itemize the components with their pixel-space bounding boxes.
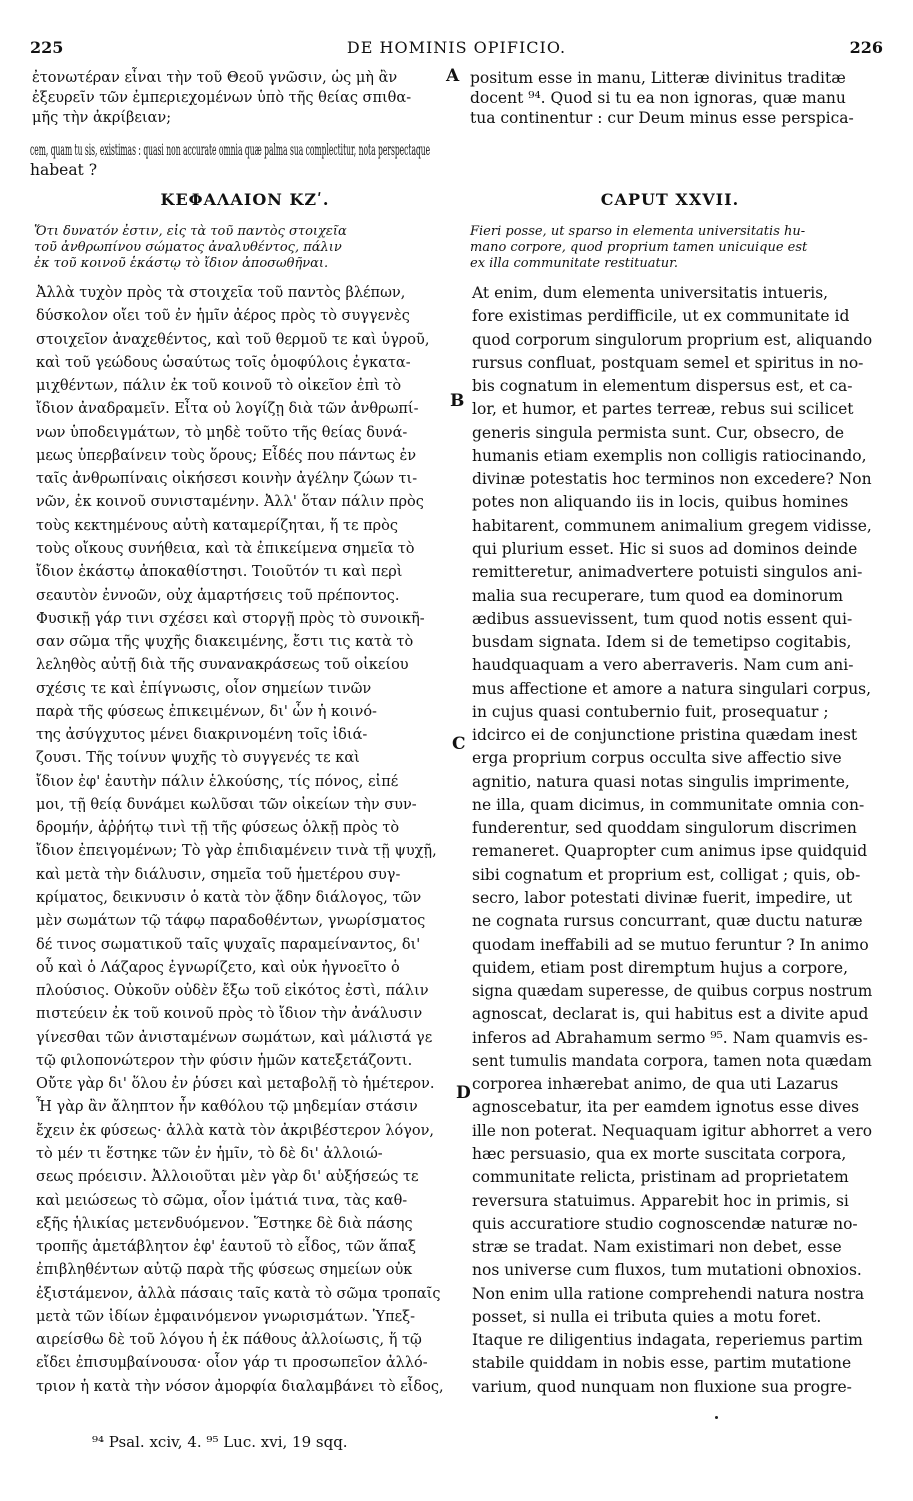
greek-text-line: κρίματος, δεικνυσιν ὁ κατὰ τὸν ᾅδην διάλογος, τῶν xyxy=(36,890,422,907)
latin-text-line: positum esse in manu, Litteræ divinitus traditæ xyxy=(470,69,846,87)
latin-text-line: inferos ad Abrahamum sermo ⁹⁵. Nam quamvis es- xyxy=(472,1028,868,1047)
latin-text-line: At enim, dum elementa universitatis intueris, xyxy=(472,284,829,302)
latin-text-line: bis cognatum in elementum dispersus est, et ca- xyxy=(472,377,853,396)
greek-text-line: σαν σῶμα τῆς ψυχῆς διακειμένης, ἔστι τις κατὰ τὸ xyxy=(36,634,414,651)
greek-text-line: μιχθέντων, πάλιν ἐκ τοῦ κοινοῦ τὸ οἰκεῖον ἐπὶ τὸ xyxy=(36,378,402,395)
latin-text-line: reversura statuimus. Apparebit hoc in primis, si xyxy=(472,1191,849,1210)
latin-text-line: ne cognata rursus concurrant, quæ ductu naturæ xyxy=(472,912,863,931)
greek-text-line: μετὰ τῶν ἰδίων ἐμφαινόμενον γνωρισμάτων. Ὑπεξ- xyxy=(36,1308,416,1325)
greek-text-line: τροπῆς ἀμετάβλητον ἐφ' ἑαυτοῦ τὸ εἶδος, τῶν ἅπαξ xyxy=(36,1239,417,1256)
greek-text-line: μὲν σωμάτων τῷ τάφῳ παραδοθέντων, γνωρίσματος xyxy=(36,913,426,930)
greek-text-line: σεαυτὸν ἐννοῶν, οὐχ ἁμαρτήσεις τοῦ πρέποντος. xyxy=(36,587,400,604)
margin-marker-c: C xyxy=(452,734,466,754)
greek-text-line: ἴδιον ἐφ' ἑαυτὴν πάλιν ἑλκούσης, τίς πόνος, εἰπέ xyxy=(36,773,399,790)
greek-text-line: Φυσικῇ γάρ τινι σχέσει καὶ στοργῇ πρὸς τὸ συνοικῆ- xyxy=(36,610,425,627)
greek-text-line: τοὺς κεκτημένους αὐτὴ καταμερίζηται, ἥ τε πρὸς xyxy=(36,517,399,534)
latin-text-line: signa quædam superesse, de quibus corpus nostrum xyxy=(472,982,873,1001)
greek-text-line: μῆς τὴν ἀκρίβειαν; xyxy=(32,110,172,126)
latin-text-line: in cujus quasi contubernio fuit, prosequatur ; xyxy=(472,702,829,721)
ink-speck xyxy=(715,1416,718,1419)
greek-text-line: ἐξευρεῖν τῶν ἐμπεριεχομένων ὑπὸ τῆς θείας σπιθα- xyxy=(32,90,412,106)
latin-chapter-heading: CAPUT XXVII. xyxy=(600,190,740,209)
latin-text-line: secro, labor potestati divinæ fuerit, impedire, ut xyxy=(472,889,853,908)
latin-text-line: varium, quod nunquam non fluxione sua progre- xyxy=(472,1377,852,1396)
latin-text-line: potes non aliquando iis in locis, quibus homines xyxy=(472,493,849,512)
greek-summary-line: ἐκ τοῦ κοινοῦ ἑκάστῳ τὸ ἴδιον ἀποσωθῆναι. xyxy=(34,256,329,271)
latin-text-line: idcirco ei de conjunctione pristina quædam inest xyxy=(472,726,858,745)
greek-text-line: νων ὑποδειγμάτων, τὸ μηδὲ τοῦτο τῆς θείας δυνά- xyxy=(36,424,408,441)
greek-text-line: εξῆς ἡλικίας μετενδυόμενον. Ἕστηκε δὲ διὰ πάσης xyxy=(36,1215,413,1232)
greek-text-line: στοιχεῖον ἀναχεθέντος, καὶ τοῦ θερμοῦ τε καὶ ὑγροῦ, xyxy=(36,331,430,348)
latin-text-line: nos universe cum fluxos, tum mutationi obnoxios. xyxy=(472,1261,862,1280)
greek-text-line: δέ τινος σωματικοῦ ταῖς ψυχαῖς παραμείναντος, δι' xyxy=(36,936,421,953)
margin-marker-b: B xyxy=(450,391,465,411)
greek-text-line: ἴδιον ἐπειγομένων; Τὸ γὰρ ἐπιδιαμένειν τινὰ τῇ ψυχῇ, xyxy=(36,843,437,860)
greek-text-line: μεως ὑπερβαίνειν τοὺς ὅρους; Εἶδές που πάντως ἐν xyxy=(36,447,417,464)
greek-text-line: παρὰ τῆς φύσεως ἐπικειμένων, δι' ὧν ἡ κοινό- xyxy=(36,703,377,720)
latin-text-line: ne illa, quam dicimus, in communitate omnia con- xyxy=(472,795,865,814)
greek-text-line: μοι, τῇ θείᾳ δυνάμει κωλῦσαι τῶν οἰκείων τὴν συν- xyxy=(36,796,417,813)
greek-text-line: καὶ μετὰ τὴν διάλυσιν, σημεῖα τοῦ ἡμετέρου συγ- xyxy=(36,866,401,883)
latin-text-line: generis singula permista sunt. Cur, obsecro, de xyxy=(472,423,845,442)
latin-text-line: corporea inhærebat animo, de qua uti Lazarus xyxy=(472,1075,839,1094)
latin-text-line: Non enim ulla ratione comprehendi natura nostra xyxy=(472,1284,865,1303)
greek-text-line: πλούσιος. Οὐκοῦν οὐδὲν ἔξω τοῦ εἰκότος ἐστὶ, πάλιν xyxy=(36,983,429,1000)
latin-text-line: lor, et humor, et partes terreæ, rebus sui scilicet xyxy=(472,400,854,419)
latin-text-line: quis accuratiore studio cognoscendæ naturæ no- xyxy=(472,1214,858,1233)
page-number-right: 226 xyxy=(849,38,883,57)
greek-text-line: εἴδει ἐπισυμβαίνουσα· οἷον γάρ τι προσωπεῖον ἀλλό- xyxy=(36,1355,428,1372)
latin-text-line: funderentur, sed quoddam singulorum discrimen xyxy=(472,819,857,838)
latin-text-line: busdam signata. Idem si de temetipso cogitabis, xyxy=(472,633,852,652)
latin-text-line: rursus confluat, postquam semel et spiritus in no- xyxy=(472,353,864,372)
greek-text-line: δύσκολον οἴει τοῦ ἐν ἡμῖν ἀέρος πρὸς τὸ συγγενὲς xyxy=(36,308,410,325)
latin-text-line: stabile quiddam in nobis esse, partim mutatione xyxy=(472,1354,852,1373)
margin-marker-a: A xyxy=(446,66,460,86)
greek-text-line: καὶ μειώσεως τὸ σῶμα, οἷον ἱμάτιά τινα, τὰς καθ- xyxy=(36,1192,408,1209)
latin-text-line: fore existimas perdifficile, ut ex communitate id xyxy=(472,307,850,326)
page-header xyxy=(30,38,883,60)
full-width-text-line: habeat ? xyxy=(30,161,98,179)
greek-text-line: καὶ τοῦ γεώδους ὡσαύτως τοῖς ὁμοφύλοις ἐγκατα- xyxy=(36,354,411,371)
latin-text-line: habitarent, communem animalium gregem vidisse, xyxy=(472,516,872,535)
greek-text-line: δρομήν, ἀῤῥήτῳ τινὶ τῇ τῆς φύσεως ὁλκῇ πρὸς τὸ xyxy=(36,820,400,837)
latin-text-line: remaneret. Quapropter cum animus ipse quidquid xyxy=(472,842,868,861)
latin-text-line: quod corporum singulorum proprium est, aliquando xyxy=(472,330,873,349)
greek-text-line: ἴδιον ἑκάστῳ ἀποκαθίστησι. Τοιοῦτόν τι καὶ περὶ xyxy=(36,564,403,581)
greek-text-line: Ἦ γὰρ ἂν ἄληπτον ἦν καθόλου τῷ μηδεμίαν στάσιν xyxy=(36,1099,418,1116)
footnotes: ⁹⁴ Psal. xciv, 4. ⁹⁵ Luc. xvi, 19 sqq. xyxy=(92,1433,348,1451)
latin-text-line: quidem, etiam post diremptum hujus a corpore, xyxy=(472,958,849,977)
greek-text-line: ἴδιον ἀναδραμεῖν. Εἶτα οὐ λογίζῃ διὰ τῶν ἀνθρωπί- xyxy=(36,401,419,418)
greek-text-line: ἔχειν ἐκ φύσεως· ἀλλὰ κατὰ τὸν ἀκριβέστερον λόγον, xyxy=(36,1122,435,1139)
greek-text-line: σεως πρόεισιν. Ἀλλοιοῦται μὲν γὰρ δι' αὐξήσεώς τε xyxy=(36,1169,419,1186)
latin-text-line: qui plurium esset. Hic si suos ad dominos deinde xyxy=(472,539,858,558)
latin-text-line: sibi cognatum et proprium est, colligat ; quis, ob- xyxy=(472,865,861,884)
latin-text-line: ille non poterat. Nequaquam igitur abhorret a vero xyxy=(472,1121,873,1140)
latin-text-line: ædibus assuevissent, tum quod notis essent qui- xyxy=(472,609,853,628)
latin-text-line: humanis etiam exemplis non colligis ratiocinando, xyxy=(472,446,867,465)
latin-text-line: Itaque re diligentius indagata, reperiemus partim xyxy=(472,1331,863,1350)
greek-text-line: Οὔτε γὰρ δι' ὅλου ἐν ῥύσει καὶ μεταβολῇ τὸ ἡμέτερον. xyxy=(36,1076,435,1093)
latin-text-line: posset, si nulla ei tributa quies a motu foret. xyxy=(472,1307,822,1326)
latin-text-line: divinæ potestatis hoc terminos non excedere? Non xyxy=(472,470,872,489)
greek-text-line: πιστεύειν ἐκ τοῦ κοινοῦ πρὸς τὸ ἴδιον τὴν ἀνάλυσιν xyxy=(36,1006,423,1023)
latin-text-line: hæc persuasio, qua ex morte suscitata corpora, xyxy=(472,1144,847,1163)
greek-text-line: ἐτονωτέραν εἶναι τὴν τοῦ Θεοῦ γνῶσιν, ὡς μὴ ἂν xyxy=(32,70,398,86)
greek-text-line: Ἀλλὰ τυχὸν πρὸς τὰ στοιχεῖα τοῦ παντὸς βλέπων, xyxy=(36,285,406,301)
greek-text-line: αιρείσθω δὲ τοῦ λόγου ἡ ἐκ πάθους ἀλλοίωσις, ἥ τῷ xyxy=(36,1332,422,1349)
greek-chapter-heading: ΚΕΦΑΛΑΙΟΝ ΚΖʹ. xyxy=(160,190,330,209)
latin-text-line: agnoscebatur, ita per eamdem ignotus esse dives xyxy=(472,1098,860,1117)
page-number-left: 225 xyxy=(30,38,64,57)
latin-summary-line: Fieri posse, ut sparso in elementa universitatis hu- xyxy=(470,224,806,239)
greek-text-line: της ἀσύγχυτος μένει διακρινομένη τοῖς ἰδιά- xyxy=(36,727,368,744)
greek-text-line: οὗ καὶ ὁ Λάζαρος ἐγνωρίζετο, καὶ οὐκ ἠγνοεῖτο ὁ xyxy=(36,959,400,976)
latin-text-line: mus affectione et amore a natura singulari corpus, xyxy=(472,679,872,698)
greek-summary-line: Ὅτι δυνατόν ἐστιν, εἰς τὰ τοῦ παντὸς στοιχεῖα xyxy=(34,224,347,239)
latin-summary-line: mano corpore, quod proprium tamen unicuique est xyxy=(470,240,808,255)
greek-text-line: ἐπιβληθέντων αὐτῷ παρὰ τῆς φύσεως σημείων οὐκ xyxy=(36,1262,413,1279)
greek-text-line: σχέσις τε καὶ ἐπίγνωσις, οἷον σημείων τινῶν xyxy=(36,680,372,697)
greek-text-line: νῶν, ἐκ κοινοῦ συνισταμένην. Ἀλλ' ὅταν πάλιν πρὸς xyxy=(36,494,424,511)
latin-text-line: agnoscat, declarat is, qui habitus est a divite apud xyxy=(472,1005,869,1024)
latin-text-line: quodam ineffabili ad se mutuo feruntur ? In animo xyxy=(472,935,869,954)
greek-text-line: τοὺς οἴκους συνήθεια, καὶ τὰ ἐπικείμενα σημεῖα τὸ xyxy=(36,540,415,557)
latin-text-line: malia sua recuperare, tum quod ea dominorum xyxy=(472,586,844,605)
latin-text-line: docent ⁹⁴. Quod si tu ea non ignoras, quæ manu xyxy=(470,89,846,107)
latin-text-line: remitteretur, animadvertere potuisti singulos ani- xyxy=(472,563,863,582)
margin-marker-d: D xyxy=(456,1083,471,1103)
full-width-text-line: cem, quam tu sis, existimas : quasi non accurate omnia quæ palma sua complectitur, nota perspectaque xyxy=(30,141,431,159)
latin-text-line: communitate relicta, pristinam ad proprietatem xyxy=(472,1168,849,1187)
greek-summary-line: τοῦ ἀνθρωπίνου σώματος ἀναλυθέντος, πάλιν xyxy=(34,240,342,255)
greek-text-line: γίνεσθαι τῶν ἀνισταμένων σωμάτων, καὶ μάλιστά γε xyxy=(36,1029,433,1046)
greek-text-line: τριον ἡ κατὰ τὴν νόσον ἀμορφία διαλαμβάνει τὸ εἶδος, xyxy=(36,1378,444,1395)
latin-text-line: sent tumulis mandata corpora, tamen nota quædam xyxy=(472,1051,872,1070)
latin-text-line: tua continentur : cur Deum minus esse perspica- xyxy=(470,109,854,127)
latin-text-line: stræ se tradat. Nam existimari non debet, esse xyxy=(472,1238,842,1257)
running-title: DE HOMINIS OPIFICIO. xyxy=(346,38,567,57)
greek-text-line: λεληθὸς αὐτῇ διὰ τῆς συνανακράσεως τοῦ οἰκείου xyxy=(36,657,409,674)
latin-summary-line: ex illa communitate restituatur. xyxy=(470,256,679,271)
latin-text-line: erga proprium corpus occulta sive affectio sive xyxy=(472,749,842,768)
latin-text-line: agnitio, natura quasi notas singulis imprimente, xyxy=(472,772,850,791)
latin-text-line: haudquaquam a vero aberraveris. Nam cum ani- xyxy=(472,656,854,675)
greek-text-line: τῷ φιλοπονώτερον τὴν φύσιν ἡμῶν κατεξετάζοντι. xyxy=(36,1052,413,1069)
greek-text-line: ζουσι. Τῆς τοίνυν ψυχῆς τὸ συγγενές τε καὶ xyxy=(36,750,360,767)
greek-text-line: ταῖς ἀνθρωπίναις οἰκήσεσι κοινὴν ἀγέλην ζώων τι- xyxy=(36,471,418,488)
greek-text-line: τὸ μέν τι ἕστηκε τῶν ἐν ἡμῖν, τὸ δὲ δι' ἀλλοιώ- xyxy=(36,1145,383,1162)
greek-text-line: ἐξιστάμενον, ἀλλὰ πάσαις ταῖς κατὰ τὸ σῶμα τροπαῖς xyxy=(36,1285,441,1302)
